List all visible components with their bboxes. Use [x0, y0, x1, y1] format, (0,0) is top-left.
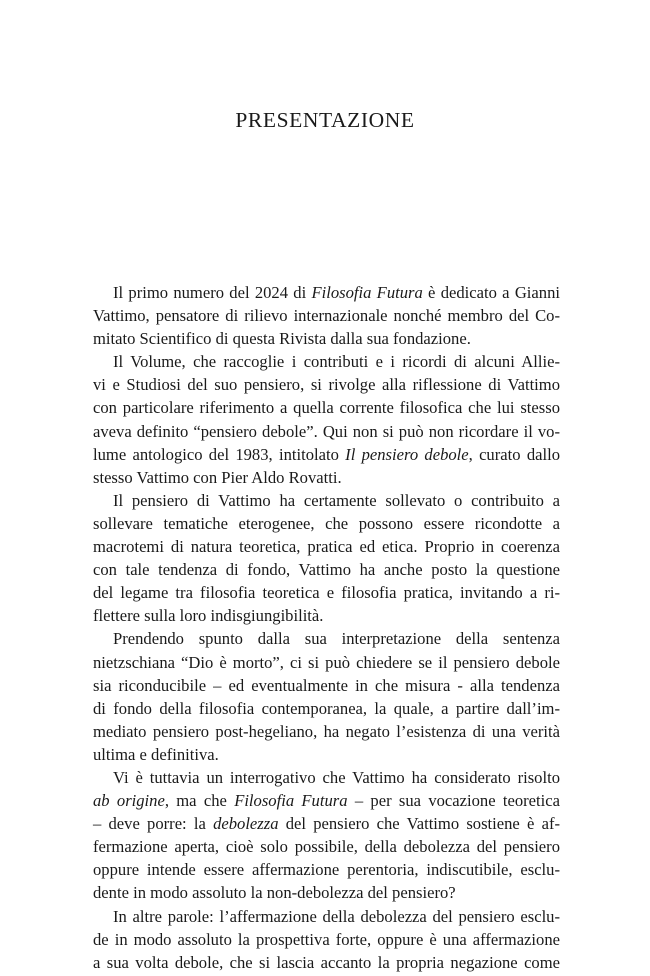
text-line [93, 812, 560, 835]
text-run: lume antologico del 1983, intitolato [93, 444, 346, 464]
text-line [93, 466, 560, 489]
text-line [93, 327, 560, 350]
text-line [93, 489, 560, 512]
text-run: macrotemi di natura teoretica, pratica ed etica. Proprio in coerenza [93, 537, 560, 557]
text-line [93, 373, 560, 396]
text-line [93, 558, 560, 581]
text-run: Il Volume, che raccoglie i contributi e i ricordi di alcuni Allie- [113, 352, 560, 372]
text-line [93, 835, 560, 858]
text-line [93, 512, 560, 535]
text-line [93, 697, 560, 720]
text-line [93, 281, 560, 304]
italic-run: Filosofia Futura [234, 791, 348, 811]
italic-run: Filosofia Futura [311, 283, 423, 302]
paragraph [93, 627, 560, 766]
text-run: di fondo della filosofia contemporanea, la quale, a partire dall’im- [93, 698, 560, 718]
text-run: Vi è tuttavia un interrogativo che Vattimo ha considerato risolto [113, 767, 560, 787]
text-line [93, 627, 560, 650]
text-line [93, 720, 560, 743]
text-run: con particolare riferimento a quella corrente filosofica che lui stesso [93, 398, 560, 418]
paragraph [93, 766, 560, 905]
text-line [93, 396, 560, 419]
text-line [93, 743, 560, 766]
text-line [93, 604, 560, 627]
text-line [93, 928, 560, 951]
text-run: stesso Vattimo con Pier Aldo Rovatti. [93, 467, 342, 487]
paragraph [93, 281, 560, 350]
text-line [93, 674, 560, 697]
body-text [93, 281, 560, 974]
text-run: mitato Scientifico di questa Rivista dalla sua fondazione. [93, 329, 471, 349]
paragraph [93, 350, 560, 489]
text-run: – per sua vocazione teoretica [347, 791, 560, 811]
text-run: a sua volta debole, che si lascia accanto la propria negazione come [93, 952, 560, 972]
italic-run: Il pensiero debole [345, 444, 469, 464]
text-run: nietzschiana “Dio è morto”, ci si può chiedere se il pensiero debole [93, 652, 560, 672]
text-run: dente in modo assoluto la non-debolezza del pensiero? [93, 883, 456, 903]
text-line [93, 651, 560, 674]
italic-run: debolezza [213, 814, 279, 834]
text-line [93, 881, 560, 904]
paragraph [93, 489, 560, 628]
text-run: vi e Studiosi del suo pensiero, si rivolge alla riflessione di Vattimo [93, 375, 560, 395]
text-line [93, 581, 560, 604]
text-line [93, 304, 560, 327]
text-run: oppure intende essere affermazione perentoria, indiscutibile, esclu- [93, 860, 560, 880]
text-line [93, 535, 560, 558]
text-line [93, 350, 560, 373]
text-line [93, 951, 560, 974]
text-line [93, 766, 560, 789]
text-line [93, 905, 560, 928]
text-run: ultima e definitiva. [93, 744, 219, 764]
text-run: de in modo assoluto la prospettiva forte, oppure è una affermazione [93, 929, 560, 949]
text-line [93, 420, 560, 443]
text-run: sia riconducibile – ed eventualmente in che misura - alla tendenza [93, 675, 560, 695]
text-run: mediato pensiero post-hegeliano, ha negato l’esistenza di una verità [93, 721, 560, 741]
text-run: In altre parole: l’affermazione della debolezza del pensiero esclu- [113, 906, 560, 926]
text-run: , curato dallo [468, 444, 560, 464]
text-line [93, 858, 560, 881]
text-run: sollevare tematiche eterogenee, che possono essere ricondotte a [93, 513, 560, 533]
text-run: flettere sulla loro indisgiungibilità. [93, 606, 324, 626]
text-run: è dedicato a Gianni [422, 283, 560, 302]
paragraph [93, 905, 560, 974]
text-run: – deve porre: la [93, 814, 214, 834]
text-run: fermazione aperta, cioè solo possibile, della debolezza del pensiero [93, 837, 560, 857]
text-run: Il pensiero di Vattimo ha certamente sollevato o contribuito a [113, 490, 560, 510]
text-run: aveva definito “pensiero debole”. Qui non si può non ricordare il vo- [93, 421, 560, 441]
text-line [93, 789, 560, 812]
text-line [93, 443, 560, 466]
text-run: del pensiero che Vattimo sostiene è af- [278, 814, 560, 834]
text-run: Prendendo spunto dalla sua interpretazione della sentenza [113, 629, 560, 649]
italic-run: ab origine [93, 791, 165, 811]
page-title: PRESENTAZIONE [235, 108, 415, 132]
text-run: Il primo numero del 2024 di [113, 283, 312, 302]
text-run: , ma che [164, 791, 235, 811]
text-run: con tale tendenza di fondo, Vattimo ha anche posto la questione [93, 560, 560, 580]
text-run: del legame tra filosofia teoretica e filosofia pratica, invitando a ri- [93, 583, 560, 603]
text-run: Vattimo, pensatore di rilievo internazionale nonché membro del Co- [93, 306, 560, 326]
